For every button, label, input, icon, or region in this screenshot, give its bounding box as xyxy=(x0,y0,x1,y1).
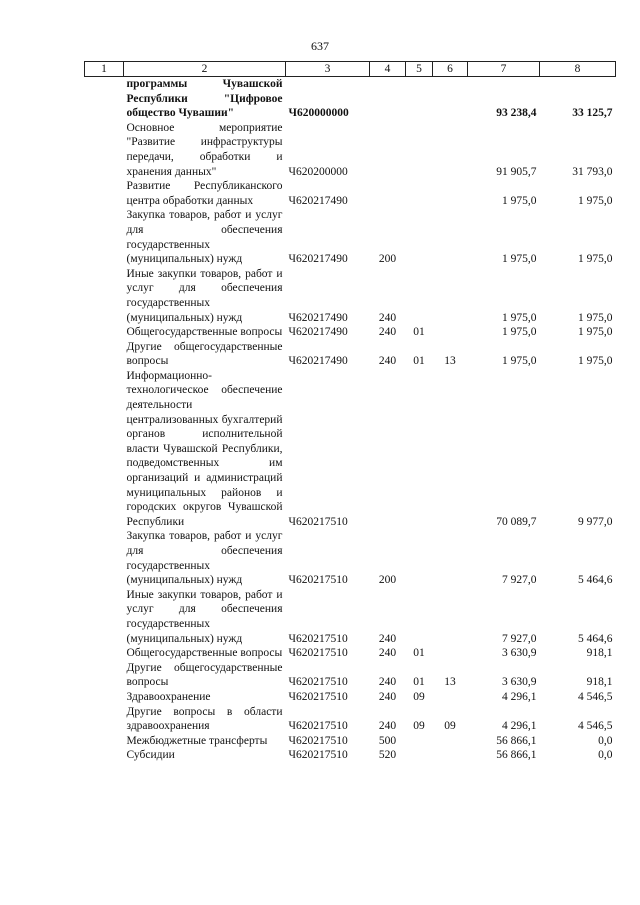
row-expense-type: 240 xyxy=(378,690,397,703)
row-subsection xyxy=(433,734,468,749)
row-expense-type: 520 xyxy=(378,749,397,762)
row-empty-cell xyxy=(85,588,124,646)
row-section xyxy=(406,77,433,121)
row-expense-type: 240 xyxy=(378,647,397,660)
row-section xyxy=(406,734,433,749)
column-header: 6 xyxy=(433,62,468,77)
row-expense-type: 240 xyxy=(378,311,397,324)
row-name: программы Чувашской Республики "Цифровое общество Чувашии" xyxy=(126,78,283,120)
table-row xyxy=(85,208,616,266)
row-subsection xyxy=(433,529,468,587)
table-row xyxy=(85,340,616,369)
table-row xyxy=(85,529,616,587)
row-amount-2: 1 975,0 xyxy=(578,355,613,368)
row-amount-1: 56 866,1 xyxy=(496,749,537,762)
row-section xyxy=(406,748,433,763)
row-empty-cell xyxy=(85,690,124,705)
row-amount-1: 4 296,1 xyxy=(502,720,537,733)
row-subsection xyxy=(433,208,468,266)
row-empty-cell xyxy=(85,325,124,340)
table-row xyxy=(85,369,616,530)
row-expense-type xyxy=(370,121,406,179)
table-row xyxy=(85,179,616,208)
row-subsection xyxy=(433,267,468,325)
row-subsection xyxy=(433,325,468,340)
row-code: Ч620217510 xyxy=(288,632,348,645)
row-amount-1: 3 630,9 xyxy=(502,647,537,660)
column-header: 5 xyxy=(406,62,433,77)
row-subsection xyxy=(433,646,468,661)
row-code: Ч620217510 xyxy=(288,647,348,660)
row-amount-2: 4 546,5 xyxy=(578,690,613,703)
row-code: Ч620217510 xyxy=(288,720,348,733)
row-subsection xyxy=(433,748,468,763)
row-amount-1: 1 975,0 xyxy=(502,326,537,339)
row-section: 09 xyxy=(413,720,425,733)
row-subsection xyxy=(433,121,468,179)
row-amount-1: 91 905,7 xyxy=(496,165,537,178)
row-amount-1: 70 089,7 xyxy=(496,515,537,528)
row-empty-cell xyxy=(85,267,124,325)
row-code: Ч620217490 xyxy=(288,311,348,324)
table-body xyxy=(85,77,616,763)
row-empty-cell xyxy=(85,529,124,587)
row-section: 01 xyxy=(413,326,425,339)
row-expense-type: 200 xyxy=(378,253,397,266)
row-section xyxy=(406,588,433,646)
table-row xyxy=(85,325,616,340)
row-code: Ч620217510 xyxy=(288,676,348,689)
row-section xyxy=(406,121,433,179)
row-section xyxy=(406,208,433,266)
row-name: Развитие Республиканского центра обработки данных xyxy=(126,180,283,207)
row-name: Межбюджетные трансферты xyxy=(126,734,268,747)
row-empty-cell xyxy=(85,340,124,369)
row-section xyxy=(406,179,433,208)
row-amount-2: 1 975,0 xyxy=(578,253,613,266)
budget-table xyxy=(84,61,616,763)
row-amount-2: 1 975,0 xyxy=(578,194,613,207)
row-name: Общегосударственные вопросы xyxy=(126,647,283,660)
row-name: Информационно-технологическое обеспечение деятельности централизованных бухгалтерий органов исполнительной власти Чувашской Республики, подведомственных им организаций и администраций муниципальных районов и городских округов Чувашской Республики xyxy=(126,369,283,528)
row-empty-cell xyxy=(85,208,124,266)
row-empty-cell xyxy=(85,734,124,749)
row-empty-cell xyxy=(85,661,124,690)
row-expense-type xyxy=(370,179,406,208)
row-empty-cell xyxy=(85,121,124,179)
row-subsection xyxy=(433,588,468,646)
row-expense-type: 200 xyxy=(378,574,397,587)
column-header: 2 xyxy=(124,62,286,77)
row-name: Другие вопросы в области здравоохранения xyxy=(126,705,283,733)
row-amount-2: 0,0 xyxy=(598,734,613,747)
row-subsection: 13 xyxy=(444,355,456,368)
table-row xyxy=(85,734,616,749)
row-name: Общегосударственные вопросы xyxy=(126,326,283,339)
row-expense-type: 500 xyxy=(378,734,397,747)
row-code: Ч620200000 xyxy=(288,165,348,178)
row-amount-1: 1 975,0 xyxy=(502,253,537,266)
row-code: Ч620217510 xyxy=(288,515,348,528)
table-row xyxy=(85,705,616,734)
row-amount-2: 5 464,6 xyxy=(578,632,613,645)
row-name: Закупка товаров, работ и услуг для обеспечения государственных (муниципальных) нужд xyxy=(126,209,283,266)
table-header-row xyxy=(85,62,616,77)
row-code: Ч620217490 xyxy=(288,194,348,207)
column-header: 4 xyxy=(370,62,406,77)
row-amount-2: 9 977,0 xyxy=(578,515,613,528)
row-empty-cell xyxy=(85,369,124,530)
row-name: Иные закупки товаров, работ и услуг для обеспечения государственных (муниципальных) нужд xyxy=(126,267,283,324)
row-subsection: 13 xyxy=(444,676,456,689)
row-expense-type xyxy=(370,369,406,530)
row-subsection: 09 xyxy=(444,720,456,733)
row-expense-type xyxy=(370,77,406,121)
row-empty-cell xyxy=(85,179,124,208)
column-header: 3 xyxy=(286,62,370,77)
row-empty-cell xyxy=(85,705,124,734)
row-amount-2: 1 975,0 xyxy=(578,311,613,324)
table-row xyxy=(85,77,616,121)
row-expense-type: 240 xyxy=(378,326,397,339)
row-amount-1: 1 975,0 xyxy=(502,311,537,324)
row-code: Ч620217510 xyxy=(288,574,348,587)
row-name: Субсидии xyxy=(126,749,175,762)
column-header: 7 xyxy=(468,62,540,77)
row-section xyxy=(406,369,433,530)
row-amount-1: 7 927,0 xyxy=(502,632,537,645)
row-amount-1: 7 927,0 xyxy=(502,574,537,587)
row-amount-2: 4 546,5 xyxy=(578,720,613,733)
row-code: Ч620000000 xyxy=(288,107,349,120)
row-section xyxy=(406,267,433,325)
row-amount-2: 33 125,7 xyxy=(572,107,613,120)
row-subsection xyxy=(433,690,468,705)
row-section: 01 xyxy=(413,647,425,660)
table-row xyxy=(85,588,616,646)
row-code: Ч620217490 xyxy=(288,326,348,339)
page-number: 637 xyxy=(311,39,329,53)
row-empty-cell xyxy=(85,77,124,121)
table-row xyxy=(85,661,616,690)
row-empty-cell xyxy=(85,748,124,763)
row-amount-1: 56 866,1 xyxy=(496,734,537,747)
table-row xyxy=(85,646,616,661)
row-amount-1: 93 238,4 xyxy=(496,107,537,120)
row-expense-type: 240 xyxy=(378,632,397,645)
table-row xyxy=(85,121,616,179)
row-subsection xyxy=(433,369,468,530)
row-amount-2: 5 464,6 xyxy=(578,574,613,587)
row-section: 01 xyxy=(413,676,425,689)
row-name: Здравоохранение xyxy=(126,690,211,703)
row-amount-1: 1 975,0 xyxy=(502,194,537,207)
table-row xyxy=(85,748,616,763)
column-header: 8 xyxy=(540,62,616,77)
row-code: Ч620217490 xyxy=(288,355,348,368)
row-name: Другие общегосударственные вопросы xyxy=(126,661,283,689)
row-amount-1: 4 296,1 xyxy=(502,690,537,703)
row-amount-1: 3 630,9 xyxy=(502,676,537,689)
row-expense-type: 240 xyxy=(378,720,397,733)
column-header: 1 xyxy=(85,62,124,77)
table-row xyxy=(85,267,616,325)
row-expense-type: 240 xyxy=(378,676,397,689)
row-section: 09 xyxy=(413,690,425,703)
row-amount-2: 918,1 xyxy=(586,676,613,689)
row-code: Ч620217510 xyxy=(288,749,348,762)
row-code: Ч620217510 xyxy=(288,734,348,747)
row-code: Ч620217510 xyxy=(288,690,348,703)
row-name: Закупка товаров, работ и услуг для обеспечения государственных (муниципальных) нужд xyxy=(126,530,283,587)
row-amount-2: 0,0 xyxy=(598,749,613,762)
table-row xyxy=(85,690,616,705)
row-code: Ч620217490 xyxy=(288,253,348,266)
row-amount-2: 31 793,0 xyxy=(572,165,613,178)
row-amount-1: 1 975,0 xyxy=(502,355,537,368)
row-name: Иные закупки товаров, работ и услуг для обеспечения государственных (муниципальных) нужд xyxy=(126,588,283,645)
row-amount-2: 1 975,0 xyxy=(578,326,613,339)
row-subsection xyxy=(433,179,468,208)
row-subsection xyxy=(433,77,468,121)
row-expense-type: 240 xyxy=(378,355,397,368)
row-name: Другие общегосударственные вопросы xyxy=(126,340,283,368)
row-section: 01 xyxy=(413,355,425,368)
row-amount-2: 918,1 xyxy=(586,647,613,660)
row-empty-cell xyxy=(85,646,124,661)
row-section xyxy=(406,529,433,587)
row-name: Основное мероприятие "Развитие инфраструктуры передачи, обработки и хранения данных" xyxy=(126,121,283,178)
